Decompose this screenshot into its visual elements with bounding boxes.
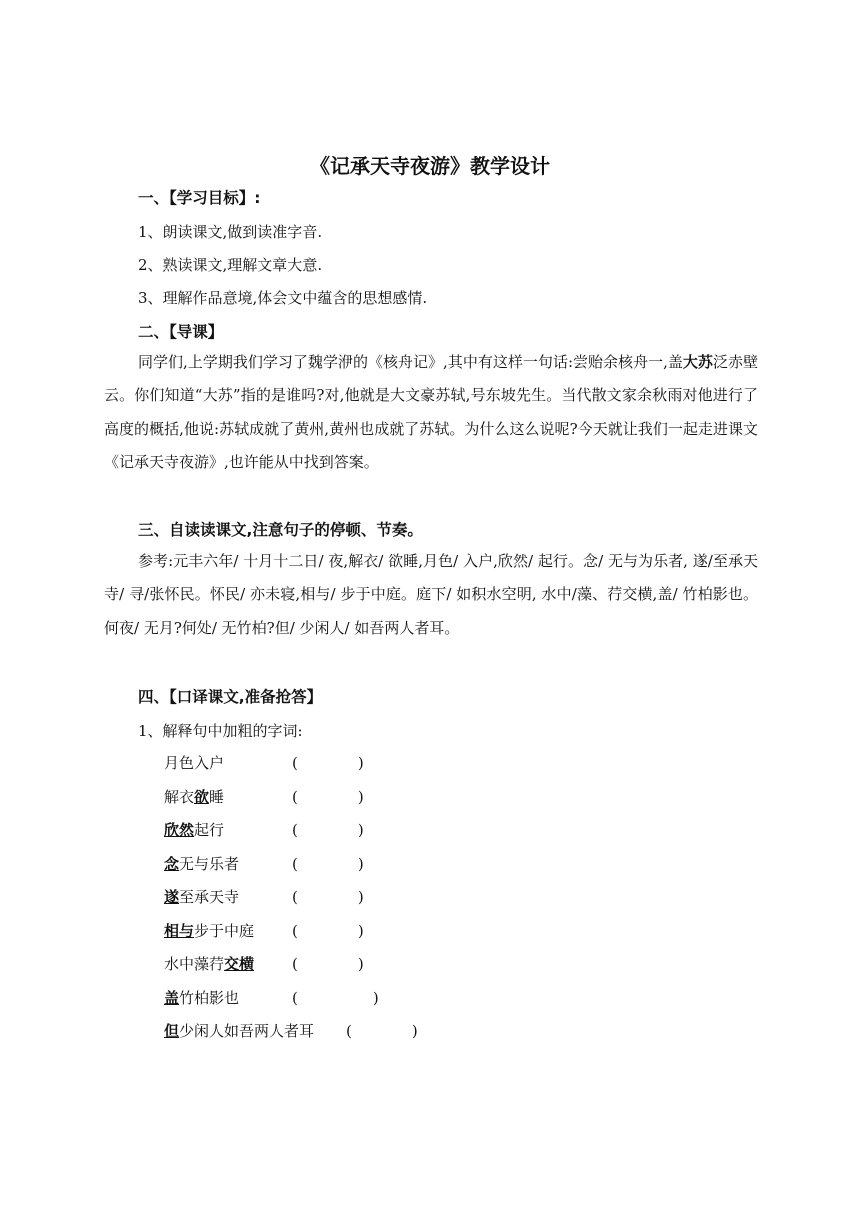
answer-blank[interactable]: ( ) [292, 888, 364, 906]
answer-blank[interactable]: ( ) [292, 921, 364, 940]
intro-paragraph [104, 346, 758, 480]
answer-blank[interactable]: ( ) [292, 787, 364, 806]
emphasized-word: 交横 [224, 955, 255, 973]
term-text: 竹柏影也 [179, 988, 240, 1007]
answer-blank[interactable]: ( ) [292, 821, 364, 839]
emphasized-word: 遂 [164, 888, 180, 906]
term-text: 水中藻荇 [164, 955, 225, 973]
emphasized-word: 但 [164, 1022, 180, 1040]
document-title: 《记承天寺夜游》教学设计 [310, 154, 550, 178]
term-text: 少闲人如吾两人者耳 [179, 1022, 315, 1040]
term-text: 无与乐者 [179, 854, 240, 873]
section-heading-intro: 二、【导课】 [138, 323, 224, 341]
emphasized-word: 相与 [164, 921, 195, 940]
intro-text-bold: 大苏 [682, 353, 713, 371]
term-text: 解衣 [164, 787, 195, 806]
intro-text-b: 泛赤壁云。你们知道“大苏”指的是谁吗?对,他就是大文豪苏轼,号东坡先生。当代散文家余秋雨对他进行了高度的概括,他说:苏轼成就了黄州,黄州也成就了苏轼。为什么这么说呢?今天就让我们一起走进课文《记承天寺夜游》,也许能从中找到答案。 [104, 353, 758, 472]
answer-blank[interactable]: ( ) [346, 1022, 418, 1040]
answer-blank[interactable]: ( ) [292, 988, 379, 1007]
exercise-instruction: 1、解释句中加粗的字词: [138, 722, 303, 740]
exercise-term [164, 752, 224, 773]
objective-item: 1、朗读课文,做到读准字音. [138, 223, 323, 241]
exercise-term [164, 819, 224, 840]
exercise-term [164, 1020, 314, 1041]
exercise-term [164, 853, 239, 874]
objective-item: 3、理解作品意境,体会文中蕴含的思想感情. [138, 289, 428, 307]
exercise-term [164, 786, 224, 807]
emphasized-word: 欲 [194, 787, 210, 806]
emphasized-word: 欣然 [164, 821, 195, 839]
objective-item: 2、熟读课文,理解文章大意. [138, 256, 323, 274]
term-text: 步于中庭 [194, 921, 255, 940]
answer-blank[interactable]: ( ) [292, 854, 364, 873]
exercise-term [164, 953, 254, 974]
section-heading-translation: 四、【口译课文,准备抢答】 [138, 688, 323, 706]
exercise-term [164, 987, 239, 1008]
emphasized-word: 盖 [164, 988, 180, 1007]
reading-paragraph: 参考:元丰六年/ 十月十二日/ 夜,解衣/ 欲睡,月色/ 入户,欣然/ 起行。念/ 无与为乐者, 遂/至承天寺/ 寻/张怀民。怀民/ 亦未寝,相与/ 步于中庭。庭下/ 如积水空明, 水中/藻、荇交横,盖/ 竹柏影也。何夜/ 无月?何处/ 无竹柏?但/ 少闲人/ 如吾两人者耳。 [104, 552, 758, 637]
intro-text-a: 同学们,上学期我们学习了魏学洢的《核舟记》,其中有这样一句话:尝贻余核舟一,盖 [138, 353, 683, 371]
term-text: 起行 [194, 821, 225, 839]
term-text: 睡 [209, 787, 225, 806]
answer-blank[interactable]: ( ) [292, 754, 364, 772]
emphasized-word: 念 [164, 854, 180, 873]
exercise-term [164, 920, 254, 941]
section-heading-reading: 三、自读读课文,注意句子的停顿、节奏。 [138, 521, 423, 539]
section-heading-objectives: 一、【学习目标】: [138, 189, 261, 207]
answer-blank[interactable]: ( ) [292, 955, 364, 973]
term-text: 至承天寺 [179, 888, 240, 906]
term-text: 月色入户 [164, 754, 225, 772]
exercise-term [164, 886, 239, 907]
